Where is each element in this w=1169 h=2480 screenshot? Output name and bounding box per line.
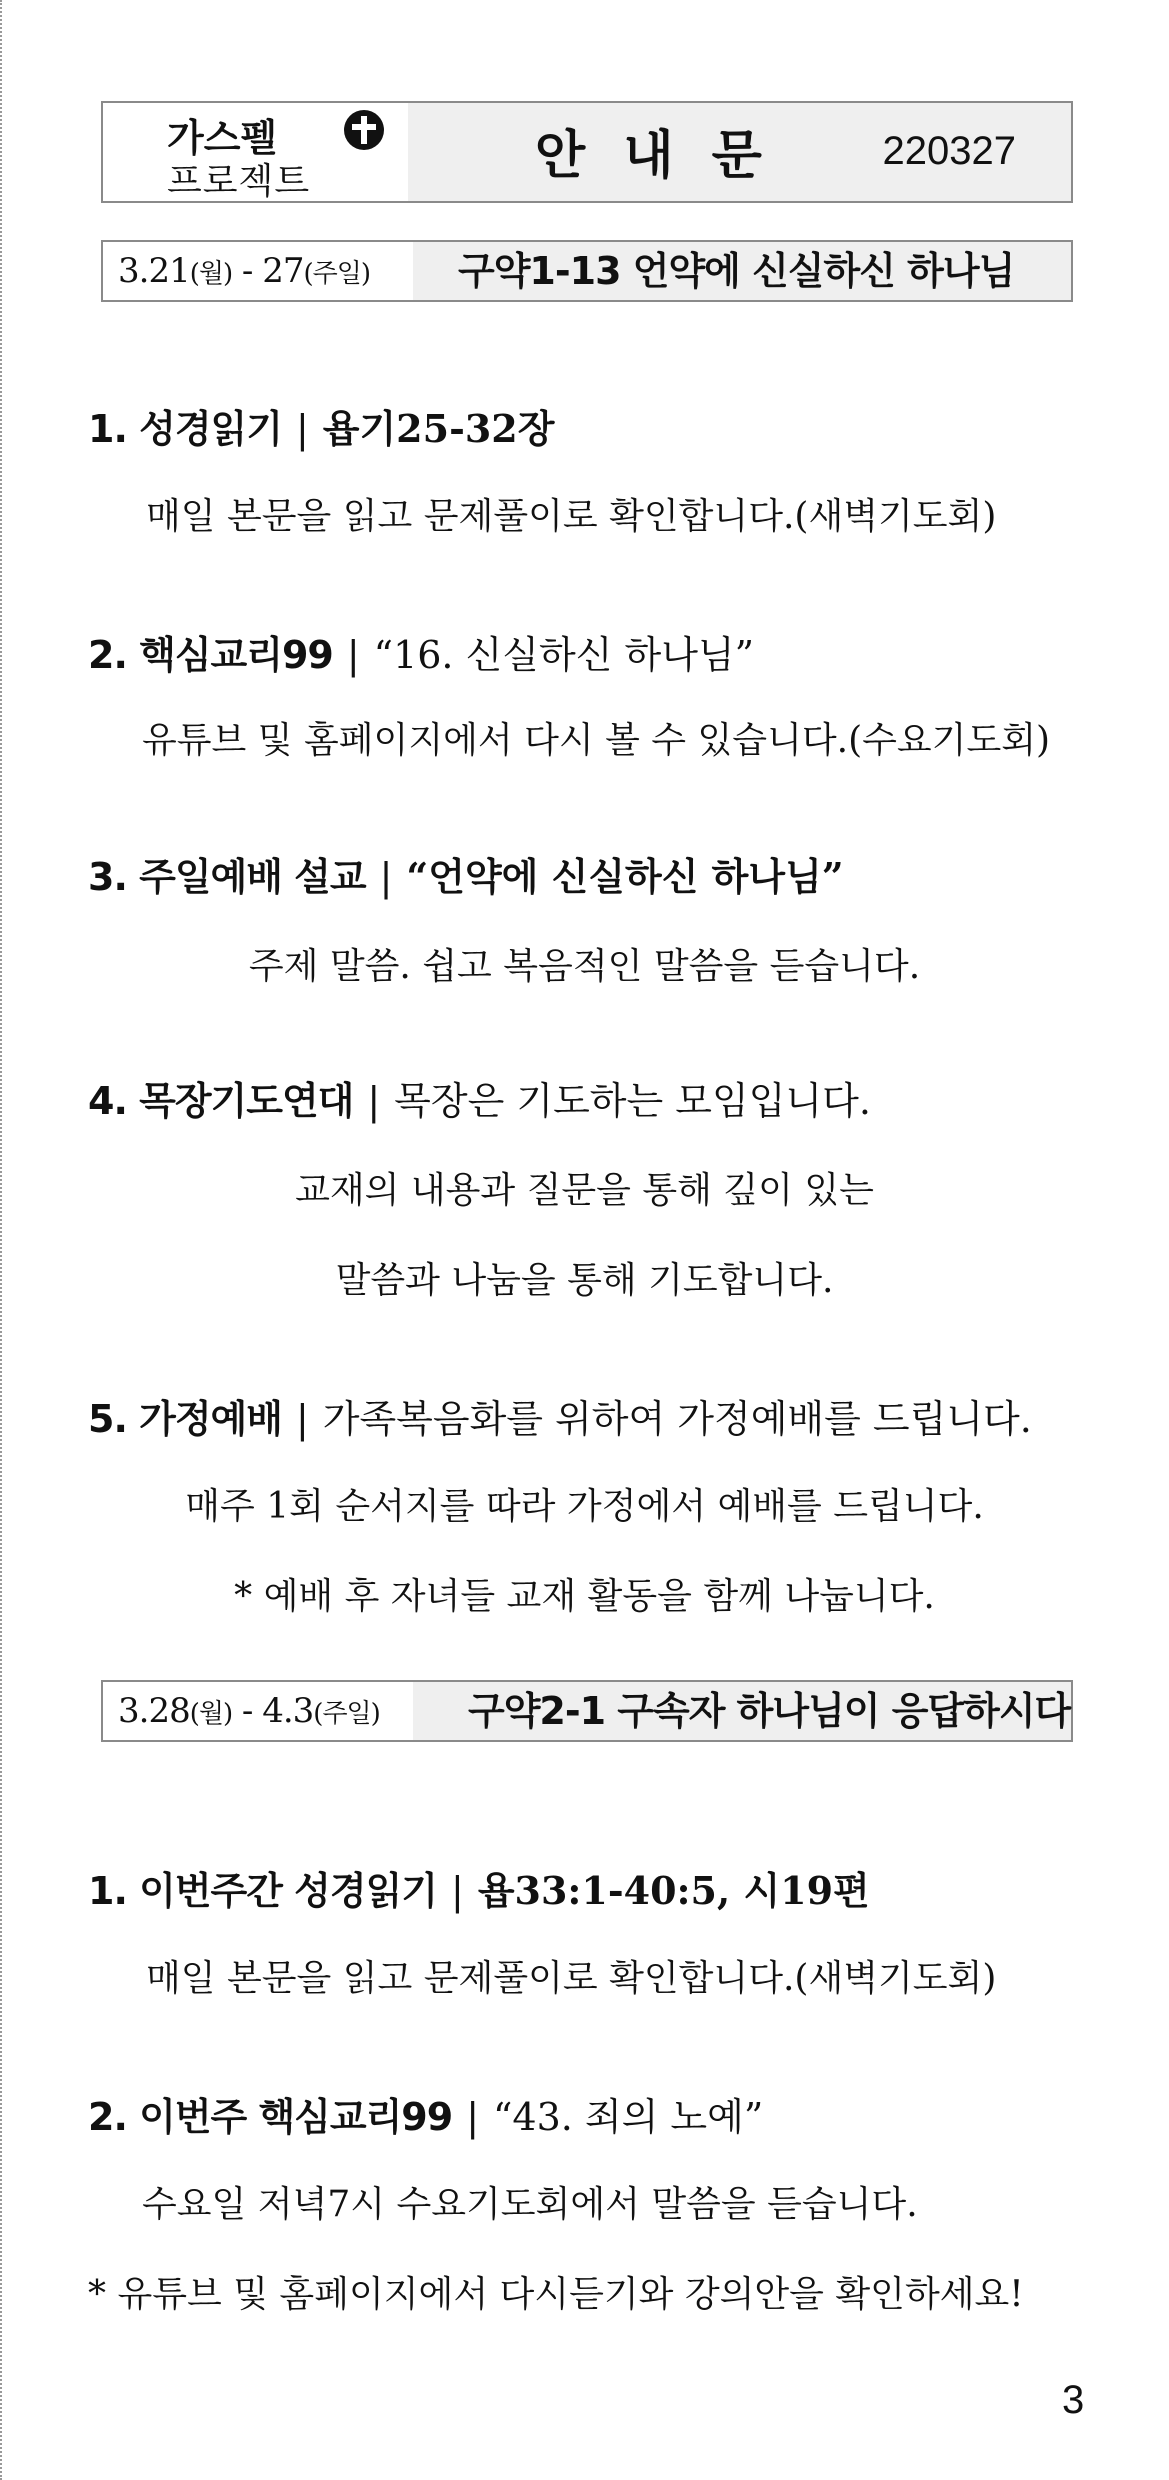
section-family-worship: 5. 가정예배 | 가족복음화를 위하여 가정예배를 드립니다.	[88, 1397, 1032, 1441]
section-prayer-group-desc-2: 말씀과 나눔을 통해 기도합니다.	[335, 1260, 834, 1301]
week2-date: 3.28(월) - 4.3(주일)	[103, 1682, 413, 1740]
page-number: 3	[1062, 2378, 1085, 2422]
week1-theme: 구약1-13 언약에 신실하신 하나님	[458, 249, 1015, 293]
section-prayer-group: 4. 목장기도연대 | 목장은 기도하는 모임입니다.	[88, 1079, 871, 1123]
header-box	[101, 101, 1073, 203]
page-margin-line	[0, 0, 2, 2480]
section-bible-reading-desc: 매일 본문을 읽고 문제풀이로 확인합니다.(새벽기도회)	[146, 496, 997, 537]
logo-text-bottom: 프로젝트	[167, 161, 311, 202]
week2-bar	[101, 1680, 1073, 1742]
section-prayer-group-desc-1: 교재의 내용과 질문을 통해 깊이 있는	[295, 1170, 874, 1211]
section-weekly-bible-reading-desc: 매일 본문을 읽고 문제풀이로 확인합니다.(새벽기도회)	[146, 1958, 997, 1999]
section-sunday-sermon: 3. 주일예배 설교 | “언약에 신실하신 하나님”	[88, 854, 844, 899]
week2-theme: 구약2-1 구속자 하나님이 응답하시다	[468, 1689, 1071, 1733]
section-weekly-core-doctrine: 2. 이번주 핵심교리99 | “43. 죄의 노예”	[88, 2095, 764, 2139]
section-family-worship-desc-2: * 예배 후 자녀들 교재 활동을 함께 나눕니다.	[234, 1576, 935, 1617]
cross-icon	[343, 109, 385, 151]
section-core-doctrine-desc: 유튜브 및 홈페이지에서 다시 볼 수 있습니다.(수요기도회)	[142, 720, 1051, 761]
page-title: 안 내 문	[535, 126, 772, 186]
document-number: 220327	[882, 129, 1016, 173]
header-title-area	[408, 103, 1071, 201]
section-sunday-sermon-desc: 주제 말씀. 쉽고 복음적인 말씀을 듣습니다.	[248, 946, 921, 987]
section-bible-reading: 1. 성경읽기 | 욥기25-32장	[88, 406, 555, 451]
section-weekly-bible-reading: 1. 이번주간 성경읽기 | 욥33:1-40:5, 시19편	[88, 1868, 870, 1913]
section-core-doctrine: 2. 핵심교리99 | “16. 신실하신 하나님”	[88, 633, 755, 677]
logo	[103, 103, 408, 201]
week1-bar	[101, 240, 1073, 302]
logo-text-top: 가스펠	[167, 116, 278, 160]
section-weekly-core-doctrine-desc-2: * 유튜브 및 홈페이지에서 다시듣기와 강의안을 확인하세요!	[88, 2274, 1024, 2315]
week1-date: 3.21(월) - 27(주일)	[103, 242, 413, 300]
section-family-worship-desc-1: 매주 1회 순서지를 따라 가정에서 예배를 드립니다.	[185, 1486, 984, 1527]
section-weekly-core-doctrine-desc-1: 수요일 저녁7시 수요기도회에서 말씀을 듣습니다.	[142, 2184, 918, 2225]
